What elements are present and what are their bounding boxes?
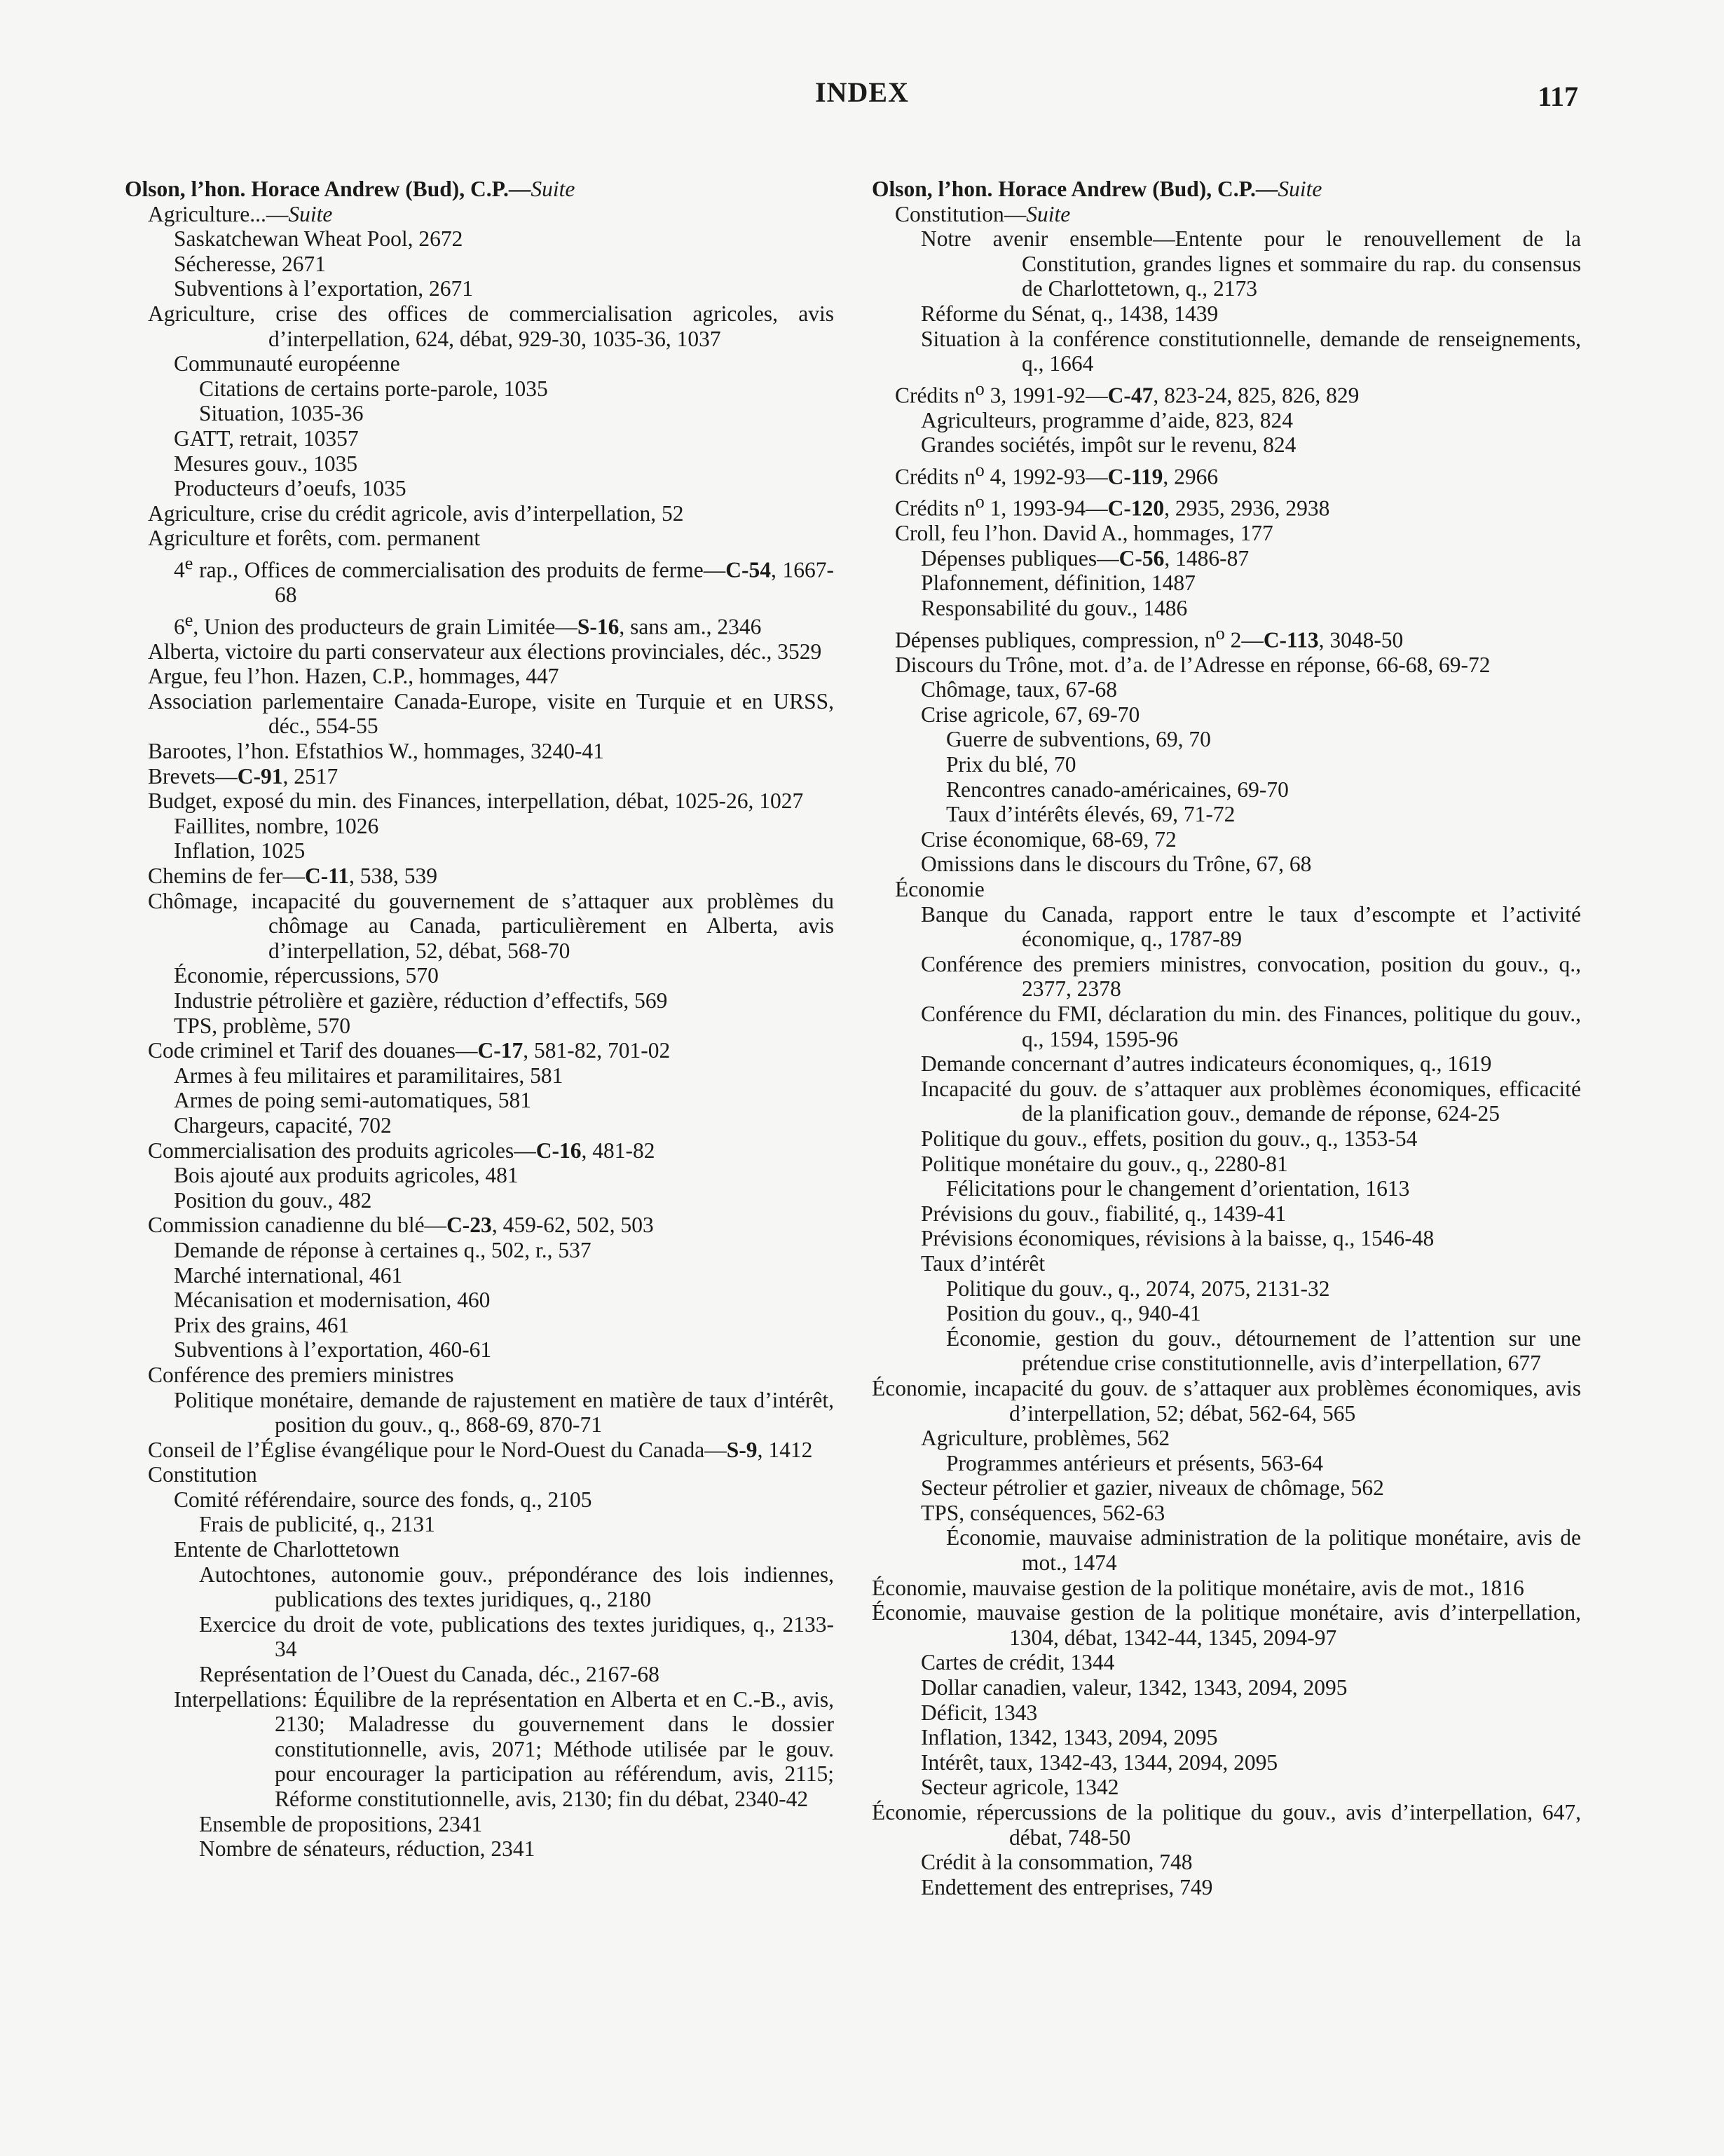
index-entry: Crédits $n^o$ 3, 1991-92—C-47, 823-24, 825, 826, 829	[895, 378, 1360, 408]
index-entry: Crise économique, 68-69, 72	[921, 826, 1177, 852]
index-entry: Politique du gouv., effets, position du gouv., q., 1353-54	[921, 1126, 1418, 1151]
index-entry: Agriculture, crise du crédit agricole, avis d’interpellation, 52	[148, 500, 684, 526]
index-entry: Incapacité du gouv. de s’attaquer aux problèmes économiques, efficacité de la planification gouv., demande de réponse, 624-25	[921, 1076, 1581, 1126]
index-entry: 6e, Union des producteurs de grain Limitée—S-16, sans am., 2346	[174, 609, 762, 639]
index-entry: Discours du Trône, mot. d’a. de l’Adresse en réponse, 66-68, 69-72	[895, 652, 1491, 677]
index-entry: Entente de Charlottetown	[174, 1537, 399, 1562]
index-entry: Agriculture...—Suite	[148, 201, 333, 226]
index-entry: Chômage, taux, 67-68	[921, 677, 1117, 702]
index-entry: Position du gouv., 482	[174, 1187, 372, 1213]
index-entry: Crédit à la consommation, 748	[921, 1850, 1193, 1875]
index-entry: TPS, conséquences, 562-63	[921, 1500, 1165, 1525]
index-entry: Représentation de l’Ouest du Canada, déc., 2167-68	[199, 1662, 659, 1687]
index-entry: Commercialisation des produits agricoles—C-16, 481-82	[148, 1138, 655, 1163]
index-entry: Économie, répercussions, 570	[174, 963, 439, 988]
index-entry: Constitution—Suite	[895, 201, 1071, 226]
index-entry: Marché international, 461	[174, 1262, 403, 1288]
index-column-left	[125, 177, 834, 1862]
index-entry: Conseil de l’Église évangélique pour le Nord-Ouest du Canada—S-9, 1412	[148, 1437, 813, 1462]
index-entry: Taux d’intérêts élevés, 69, 71-72	[946, 802, 1236, 827]
index-entry: Rencontres canado-américaines, 69-70	[946, 777, 1289, 802]
index-entry: TPS, problème, 570	[174, 1013, 350, 1038]
index-entry: Économie, mauvaise administration de la politique monétaire, avis de mot., 1474	[946, 1525, 1581, 1576]
index-entry: Producteurs d’oeufs, 1035	[174, 476, 406, 501]
index-entry: Comité référendaire, source des fonds, q., 2105	[174, 1487, 592, 1512]
index-entry: Crise agricole, 67, 69-70	[921, 702, 1140, 727]
index-entry: Bois ajouté aux produits agricoles, 481	[174, 1163, 519, 1188]
index-entry: Situation, 1035-36	[199, 401, 364, 426]
index-main-heading: Olson, l’hon. Horace Andrew (Bud), C.P.—Suite	[125, 177, 575, 201]
page-number: 117	[1538, 81, 1578, 112]
index-entry: Endettement des entreprises, 749	[921, 1874, 1213, 1899]
index-entry: Armes de poing semi-automatiques, 581	[174, 1088, 532, 1113]
index-entry: Économie, mauvaise gestion de la politique monétaire, avis d’interpellation, 1304, débat, 1342-44, 1345, 2094-97	[872, 1600, 1581, 1650]
index-entry: Subventions à l’exportation, 2671	[174, 276, 473, 301]
index-entry: Ensemble de propositions, 2341	[199, 1811, 483, 1836]
index-entry: Dépenses publiques—C-56, 1486-87	[921, 545, 1250, 571]
index-main-heading: Olson, l’hon. Horace Andrew (Bud), C.P.—Suite	[872, 177, 1322, 201]
index-entry: Situation à la conférence constitutionnelle, demande de renseignements, q., 1664	[921, 326, 1581, 376]
index-entry: Faillites, nombre, 1026	[174, 813, 379, 838]
index-entry: Mesures gouv., 1035	[174, 451, 358, 476]
index-entry: Communauté européenne	[174, 351, 400, 376]
index-entry: GATT, retrait, 10357	[174, 425, 359, 451]
index-entry: Association parlementaire Canada-Europe, visite en Turquie et en URSS, déc., 554-55	[148, 688, 834, 739]
index-entry: Croll, feu l’hon. David A., hommages, 177	[895, 521, 1273, 546]
index-entry: Guerre de subventions, 69, 70	[946, 727, 1211, 752]
index-entry: Taux d’intérêt	[921, 1250, 1046, 1276]
index-entry: Barootes, l’hon. Efstathios W., hommages, 3240-41	[148, 739, 604, 764]
index-entry: Inflation, 1025	[174, 838, 306, 864]
index-entry: Chômage, incapacité du gouvernement de s’attaquer aux problèmes du chômage au Canada, particulièrement en Alberta, avis d’interpellation, 52, débat, 568-70	[148, 888, 834, 963]
index-entry: Omissions dans le discours du Trône, 67, 68	[921, 852, 1312, 877]
index-entry: Position du gouv., q., 940-41	[946, 1301, 1201, 1326]
index-entry: Conférence du FMI, déclaration du min. des Finances, politique du gouv., q., 1594, 1595-96	[921, 1002, 1581, 1051]
index-entry: Prix des grains, 461	[174, 1312, 350, 1337]
index-entry: Réforme du Sénat, q., 1438, 1439	[921, 301, 1219, 326]
index-entry: Chemins de fer—C-11, 538, 539	[148, 864, 437, 889]
index-entry: Saskatchewan Wheat Pool, 2672	[174, 226, 463, 252]
index-entry: Responsabilité du gouv., 1486	[921, 596, 1188, 620]
index-entry: Agriculteurs, programme d’aide, 823, 824	[921, 407, 1293, 432]
index-entry: Inflation, 1342, 1343, 2094, 2095	[921, 1725, 1218, 1750]
index-entry: Mécanisation et modernisation, 460	[174, 1288, 491, 1313]
index-entry: Subventions à l’exportation, 460-61	[174, 1337, 492, 1363]
index-entry: Déficit, 1343	[921, 1700, 1038, 1725]
index-entry: Conférence des premiers ministres, convocation, position du gouv., q., 2377, 2378	[921, 951, 1581, 1002]
index-entry: Cartes de crédit, 1344	[921, 1650, 1115, 1675]
index-entry: Agriculture, crise des offices de commercialisation agricoles, avis d’interpellation, 624, débat, 929-30, 1035-36, 1037	[148, 301, 834, 351]
index-entry: Prévisions du gouv., fiabilité, q., 1439-41	[921, 1201, 1287, 1226]
index-entry: Intérêt, taux, 1342-43, 1344, 2094, 2095	[921, 1749, 1278, 1775]
index-entry: Argue, feu l’hon. Hazen, C.P., hommages, 447	[148, 664, 559, 689]
index-entry: Armes à feu militaires et paramilitaires, 581	[174, 1063, 563, 1088]
index-entry: Demande concernant d’autres indicateurs économiques, q., 1619	[921, 1051, 1492, 1077]
index-entry: Exercice du droit de vote, publications des textes juridiques, q., 2133-34	[199, 1611, 834, 1662]
index-entry: Programmes antérieurs et présents, 563-64	[946, 1450, 1323, 1475]
index-entry: Budget, exposé du min. des Finances, interpellation, débat, 1025-26, 1027	[148, 789, 804, 814]
index-entry: Politique monétaire du gouv., q., 2280-81	[921, 1151, 1288, 1176]
index-entry: Économie, gestion du gouv., détournement de l’attention sur une prétendue crise constitutionnelle, avis d’interpellation, 677	[946, 1325, 1581, 1376]
index-entry: Prévisions économiques, révisions à la baisse, q., 1546-48	[921, 1226, 1435, 1251]
index-entry: Conférence des premiers ministres	[148, 1362, 454, 1387]
index-column-right	[872, 177, 1581, 1899]
index-entry: Frais de publicité, q., 2131	[199, 1512, 435, 1537]
index-entry: Nombre de sénateurs, réduction, 2341	[199, 1836, 535, 1862]
index-entry: Agriculture, problèmes, 562	[921, 1426, 1170, 1451]
index-entry: Économie, répercussions de la politique du gouv., avis d’interpellation, 647, débat, 748-50	[872, 1800, 1581, 1850]
index-entry: Économie, incapacité du gouv. de s’attaquer aux problèmes économiques, avis d’interpellation, 52; débat, 562-64, 565	[872, 1375, 1581, 1426]
index-entry: Agriculture et forêts, com. permanent	[148, 526, 481, 551]
index-entry: Citations de certains porte-parole, 1035	[199, 376, 548, 401]
index-entry: Interpellations: Équilibre de la représentation en Alberta et en C.-B., avis, 2130; Maladresse du gouvernement dans le dossier constitutionnelle, avis, 2071; Méthode utilisée par le gouv. pour encourager la participation au référendum, avis, 2115; Réforme constitutionnelle, avis, 2130; fin du débat, 2340-42	[174, 1686, 834, 1811]
index-entry: Politique du gouv., q., 2074, 2075, 2131-32	[946, 1276, 1330, 1301]
index-entry: Économie	[895, 877, 985, 902]
index-entry: Dollar canadien, valeur, 1342, 1343, 2094, 2095	[921, 1675, 1348, 1700]
index-entry: Constitution	[148, 1462, 257, 1487]
index-entry: Autochtones, autonomie gouv., prépondérance des lois indiennes, publications des textes juridiques, q., 2180	[199, 1562, 834, 1612]
index-entry: Chargeurs, capacité, 702	[174, 1112, 392, 1138]
index-entry: Économie, mauvaise gestion de la politique monétaire, avis de mot., 1816	[872, 1575, 1524, 1600]
index-entry: Notre avenir ensemble—Entente pour le renouvellement de la Constitution, grandes lignes et sommaire du rap. du consensus de Charlottetown, q., 2173	[921, 226, 1581, 301]
index-entry: Alberta, victoire du parti conservateur aux élections provinciales, déc., 3529	[148, 639, 822, 664]
index-entry: Félicitations pour le changement d’orientation, 1613	[946, 1176, 1410, 1201]
index-entry: Commission canadienne du blé—C-23, 459-62, 502, 503	[148, 1213, 654, 1238]
index-entry: Plafonnement, définition, 1487	[921, 571, 1196, 596]
index-entry: Crédits $n^o$ 4, 1992-93—C-119, 2966	[895, 460, 1219, 489]
index-entry: Brevets—C-91, 2517	[148, 763, 338, 789]
index-entry: Secteur pétrolier et gazier, niveaux de chômage, 562	[921, 1475, 1384, 1501]
index-entry: 4e rap., Offices de commercialisation des produits de ferme—C-54, 1667-68	[174, 552, 834, 607]
index-entry: Code criminel et Tarif des douanes—C-17, 581-82, 701-02	[148, 1038, 671, 1063]
index-entry: Crédits $n^o$ 1, 1993-94—C-120, 2935, 2936, 2938	[895, 491, 1330, 521]
index-entry: Demande de réponse à certaines q., 502, r., 537	[174, 1237, 591, 1262]
page-title: INDEX	[815, 76, 909, 108]
index-entry: Dépenses publiques, compression, $n^o$ 2—C-113, 3048-50	[895, 622, 1404, 653]
index-entry: Banque du Canada, rapport entre le taux d’escompte et l’activité économique, q., 1787-89	[921, 901, 1581, 952]
index-entry: Sécheresse, 2671	[174, 251, 326, 276]
index-entry: Prix du blé, 70	[946, 752, 1076, 777]
index-entry: Grandes sociétés, impôt sur le revenu, 824	[921, 432, 1297, 458]
index-entry: Secteur agricole, 1342	[921, 1775, 1119, 1800]
index-entry: Industrie pétrolière et gazière, réduction d’effectifs, 569	[174, 988, 668, 1013]
index-entry: Politique monétaire, demande de rajustement en matière de taux d’intérêt, position du gouv., q., 868-69, 870-71	[174, 1387, 834, 1438]
